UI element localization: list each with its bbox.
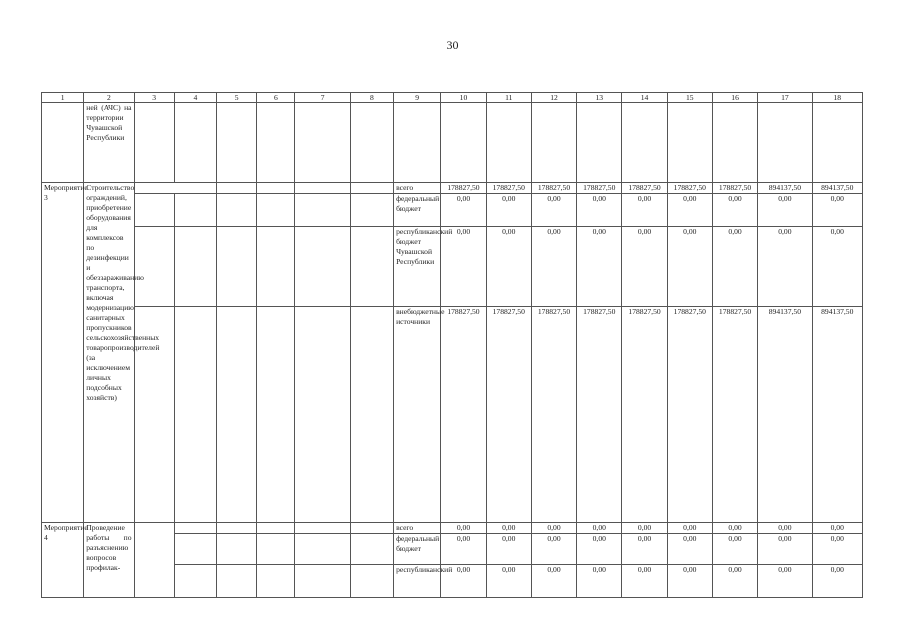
value-cell: 894137,50 bbox=[758, 183, 812, 194]
value-cell: 0,00 bbox=[486, 194, 531, 227]
value-cell: 0,00 bbox=[812, 534, 862, 565]
value-cell: 178827,50 bbox=[441, 183, 486, 194]
value-cell: 178827,50 bbox=[531, 183, 576, 194]
value-cell: 0,00 bbox=[758, 194, 812, 227]
value-cell: 0,00 bbox=[812, 194, 862, 227]
table-row bbox=[42, 227, 863, 307]
value-cell: 0,00 bbox=[441, 194, 486, 227]
value-cell: 894137,50 bbox=[812, 307, 862, 523]
column-number-header: 13 bbox=[577, 93, 622, 103]
column-number-header: 7 bbox=[295, 93, 350, 103]
column-number-header: 4 bbox=[174, 93, 216, 103]
value-cell: 0,00 bbox=[486, 227, 531, 307]
value-cell: 0,00 bbox=[577, 523, 622, 534]
value-cell: 0,00 bbox=[531, 523, 576, 534]
value-cell: 0,00 bbox=[667, 534, 712, 565]
value-cell: 0,00 bbox=[622, 534, 667, 565]
value-cell: 0,00 bbox=[441, 227, 486, 307]
value-cell: 0,00 bbox=[622, 194, 667, 227]
value-cell: 0,00 bbox=[758, 534, 812, 565]
value-cell: 178827,50 bbox=[667, 183, 712, 194]
value-cell: 0,00 bbox=[531, 534, 576, 565]
column-number-header: 5 bbox=[217, 93, 257, 103]
value-cell: 0,00 bbox=[531, 227, 576, 307]
value-cell: 0,00 bbox=[486, 534, 531, 565]
value-cell: 178827,50 bbox=[441, 307, 486, 523]
value-cell: 894137,50 bbox=[812, 183, 862, 194]
value-cell: 0,00 bbox=[622, 227, 667, 307]
value-cell: 178827,50 bbox=[486, 307, 531, 523]
funding-source: всего bbox=[394, 183, 441, 194]
value-cell: 0,00 bbox=[812, 227, 862, 307]
value-cell: 178827,50 bbox=[577, 183, 622, 194]
column-number-header: 6 bbox=[257, 93, 295, 103]
value-cell: 0,00 bbox=[712, 227, 757, 307]
value-cell: 0,00 bbox=[812, 565, 862, 598]
table-row bbox=[42, 194, 863, 227]
value-cell: 0,00 bbox=[577, 227, 622, 307]
value-cell: 0,00 bbox=[667, 565, 712, 598]
value-cell: 178827,50 bbox=[712, 307, 757, 523]
value-cell: 0,00 bbox=[577, 194, 622, 227]
column-number-header: 9 bbox=[394, 93, 441, 103]
column-number-header: 14 bbox=[622, 93, 667, 103]
funding-source: федеральный бюджет bbox=[394, 194, 441, 227]
value-cell: 894137,50 bbox=[758, 307, 812, 523]
value-cell: 0,00 bbox=[667, 227, 712, 307]
value-cell: 0,00 bbox=[622, 565, 667, 598]
value-cell: 0,00 bbox=[712, 523, 757, 534]
value-cell: 0,00 bbox=[441, 565, 486, 598]
measure-label: Мероприятие 4 bbox=[42, 523, 84, 598]
value-cell: 0,00 bbox=[577, 534, 622, 565]
page-number: 30 bbox=[446, 38, 459, 52]
funding-source: республиканский bbox=[394, 565, 441, 598]
column-number-header: 3 bbox=[134, 93, 174, 103]
column-number-header: 2 bbox=[84, 93, 134, 103]
funding-source: федеральный бюджет bbox=[394, 534, 441, 565]
table-row bbox=[42, 523, 863, 534]
value-cell: 0,00 bbox=[758, 565, 812, 598]
table-row bbox=[42, 183, 863, 194]
measure-label: Мероприятие 3 bbox=[42, 183, 84, 523]
value-cell: 178827,50 bbox=[577, 307, 622, 523]
measure-description: Проведение работы по разъяснению вопросов профилак- bbox=[84, 523, 134, 598]
column-number-header: 15 bbox=[667, 93, 712, 103]
column-number-header: 17 bbox=[758, 93, 812, 103]
value-cell: 0,00 bbox=[712, 534, 757, 565]
value-cell: 178827,50 bbox=[486, 183, 531, 194]
column-number-header: 8 bbox=[350, 93, 393, 103]
value-cell: 0,00 bbox=[758, 523, 812, 534]
value-cell: 0,00 bbox=[531, 565, 576, 598]
funding-table bbox=[41, 92, 863, 598]
column-number-header: 10 bbox=[441, 93, 486, 103]
value-cell: 0,00 bbox=[812, 523, 862, 534]
value-cell: 178827,50 bbox=[622, 307, 667, 523]
funding-source: внебюджетные источники bbox=[394, 307, 441, 523]
value-cell: 0,00 bbox=[622, 523, 667, 534]
value-cell: 0,00 bbox=[441, 534, 486, 565]
value-cell: 0,00 bbox=[531, 194, 576, 227]
table-row bbox=[42, 103, 863, 183]
funding-source: всего bbox=[394, 523, 441, 534]
column-number-header: 18 bbox=[812, 93, 862, 103]
value-cell: 0,00 bbox=[712, 565, 757, 598]
measure-description: Строительство ограждений, приобретение оборудования для комплексов по дезинфекции и обеззараживанию транспорта, включая модернизацию санитарных пропускников сельскохозяйственных товаропроизводителей (за исключением личных подсобных хозяйств) bbox=[84, 183, 134, 523]
value-cell: 0,00 bbox=[577, 565, 622, 598]
value-cell: 178827,50 bbox=[622, 183, 667, 194]
measure-description: ней (АЧС) на территории Чувашской Республики bbox=[84, 103, 134, 183]
column-number-header: 16 bbox=[712, 93, 757, 103]
header-row bbox=[42, 93, 863, 103]
value-cell: 0,00 bbox=[486, 523, 531, 534]
value-cell: 178827,50 bbox=[667, 307, 712, 523]
value-cell: 0,00 bbox=[486, 565, 531, 598]
value-cell: 178827,50 bbox=[712, 183, 757, 194]
table-row bbox=[42, 307, 863, 523]
value-cell: 0,00 bbox=[712, 194, 757, 227]
funding-source: республиканский бюджет Чувашской Республики bbox=[394, 227, 441, 307]
value-cell: 0,00 bbox=[667, 194, 712, 227]
column-number-header: 1 bbox=[42, 93, 84, 103]
value-cell: 0,00 bbox=[441, 523, 486, 534]
value-cell: 0,00 bbox=[667, 523, 712, 534]
value-cell: 0,00 bbox=[758, 227, 812, 307]
value-cell: 178827,50 bbox=[531, 307, 576, 523]
column-number-header: 11 bbox=[486, 93, 531, 103]
column-number-header: 12 bbox=[531, 93, 576, 103]
